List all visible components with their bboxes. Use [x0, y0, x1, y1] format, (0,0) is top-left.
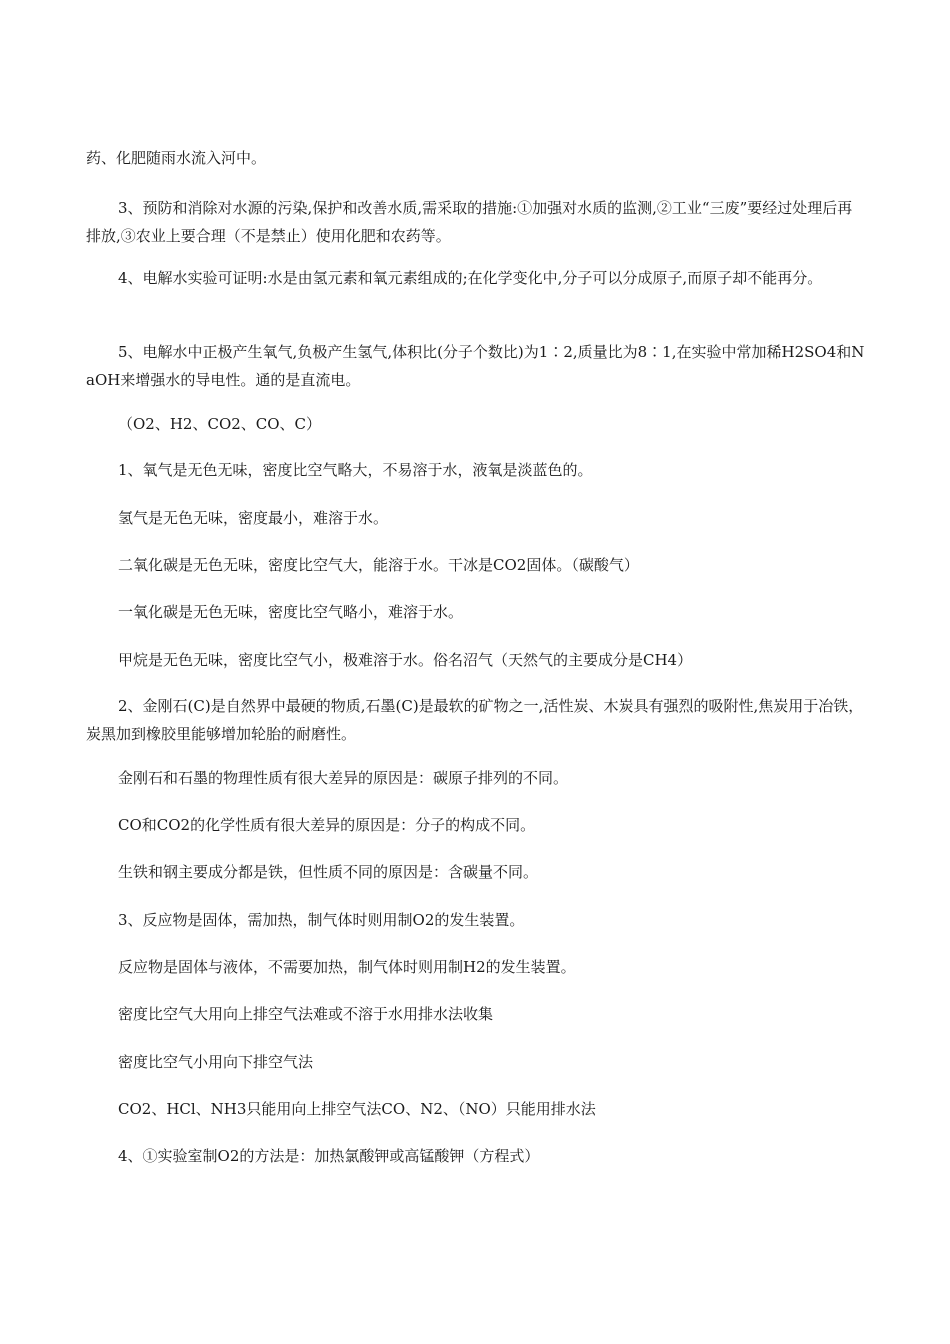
paragraph-19: 4、①实验室制O2的方法是：加热氯酸钾或高锰酸钾（方程式）: [118, 1147, 540, 1165]
paragraph-10: 2、金刚石(C)是自然界中最硬的物质,石墨(C)是最软的矿物之一,活性炭、木炭具有强烈的吸附性,焦炭用于冶铁，炭黑加到橡胶里能够增加轮胎的耐磨性。: [86, 697, 864, 743]
paragraph-16: 密度比空气大用向上排空气法难或不溶于水用排水法收集: [118, 1005, 494, 1023]
paragraph-11: 金刚石和石墨的物理性质有很大差异的原因是：碳原子排列的不同。: [118, 769, 569, 787]
paragraph-15: 反应物是固体与液体，不需要加热，制气体时则用制H2的发生装置。: [118, 958, 576, 976]
paragraph-12: CO和CO2的化学性质有很大差异的原因是：分子的构成不同。: [118, 816, 536, 834]
paragraph-8: 一氧化碳是无色无味，密度比空气略小，难溶于水。: [118, 603, 464, 621]
paragraph-6: 氢气是无色无味，密度最小，难溶于水。: [118, 509, 389, 527]
paragraph-13: 生铁和钢主要成分都是铁，但性质不同的原因是：含碳量不同。: [118, 863, 539, 881]
paragraph-7: 二氧化碳是无色无味，密度比空气大，能溶于水。干冰是CO2固体。（碳酸气）: [118, 556, 639, 574]
paragraph-2: 3、预防和消除对水源的污染,保护和改善水质,需采取的措施:①加强对水质的监测,②工业“三废”要经过处理后再排放,③农业上要合理（不是禁止）使用化肥和农药等。: [86, 199, 853, 245]
paragraph-1: 药、化肥随雨水流入河中。: [86, 149, 267, 167]
paragraph-3: 4、电解水实验可证明:水是由氢元素和氧元素组成的;在化学变化中,分子可以分成原子,而原子却不能再分。: [118, 269, 823, 287]
section-heading: （O2、H2、CO2、CO、C）: [118, 415, 322, 433]
paragraph-4: 5、电解水中正极产生氧气,负极产生氢气,体积比(分子个数比)为1∶2,质量比为8∶1,在实验中常加稀H2SO4和NaOH来增强水的导电性。通的是直流电。: [86, 343, 865, 389]
paragraph-5: 1、氧气是无色无味，密度比空气略大，不易溶于水，液氧是淡蓝色的。: [118, 461, 593, 479]
paragraph-9: 甲烷是无色无味，密度比空气小，极难溶于水。俗名沼气（天然气的主要成分是CH4）: [118, 651, 693, 669]
paragraph-14: 3、反应物是固体，需加热，制气体时则用制O2的发生装置。: [118, 911, 525, 929]
paragraph-18: CO2、HCl、NH3只能用向上排空气法CO、N2、（NO）只能用排水法: [118, 1100, 596, 1118]
paragraph-17: 密度比空气小用向下排空气法: [118, 1053, 314, 1071]
